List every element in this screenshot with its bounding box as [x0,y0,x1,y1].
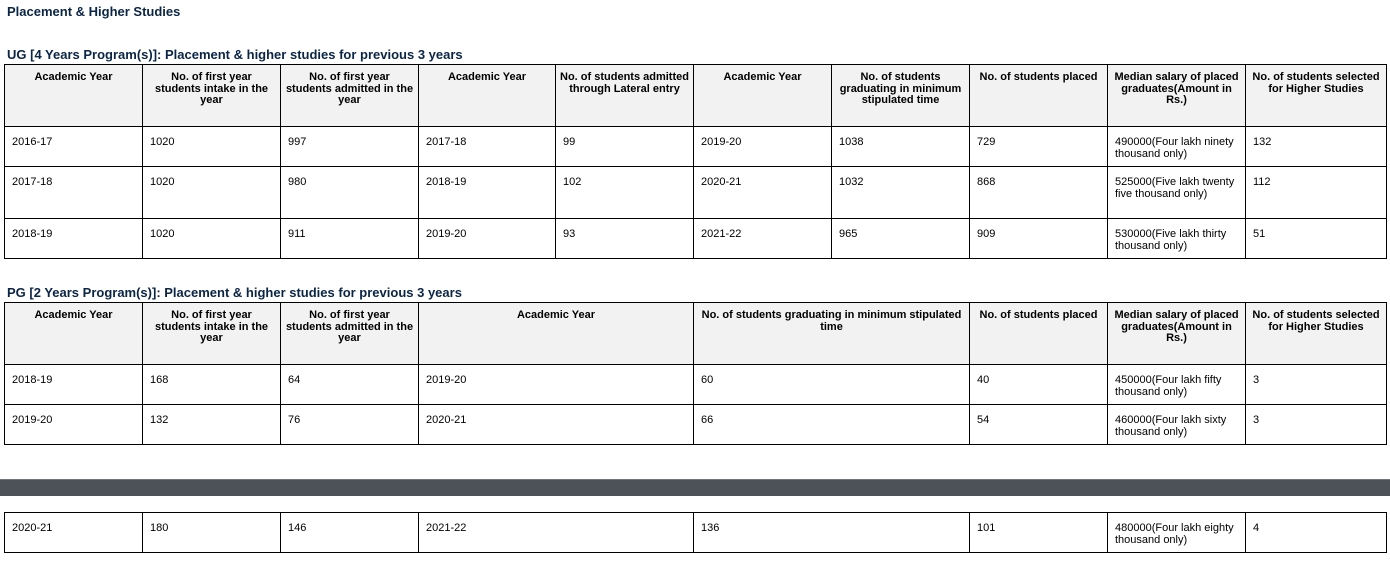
column-header: Median salary of placed graduates(Amount in Rs.) [1108,65,1246,127]
table-cell: 2019-20 [419,365,694,405]
table-cell: 2019-20 [419,219,556,259]
column-header: No. of students placed [970,303,1108,365]
table-cell: 2021-22 [419,513,694,553]
table-row [5,405,1387,445]
table-cell: 40 [970,365,1108,405]
table-row [5,219,1387,259]
table-cell: 997 [281,127,419,167]
table-header-row [5,303,1387,365]
table-cell: 146 [281,513,419,553]
table-cell: 2020-21 [5,513,143,553]
table-cell: 2018-19 [419,167,556,219]
table-cell: 1020 [143,127,281,167]
table-cell: 480000(Four lakh eighty thousand only) [1108,513,1246,553]
column-header: No. of first year students admitted in the year [281,303,419,365]
table-cell: 99 [556,127,694,167]
pg-placement-table-continued [4,512,1387,553]
table-cell: 132 [1246,127,1387,167]
page-break-divider [0,479,1390,496]
table-cell: 2018-19 [5,219,143,259]
table-cell: 2016-17 [5,127,143,167]
table-header-row [5,65,1387,127]
column-header: Academic Year [419,303,694,365]
table-cell: 729 [970,127,1108,167]
table-cell: 93 [556,219,694,259]
table-row [5,127,1387,167]
table-row [5,365,1387,405]
ug-section-title: UG [4 Years Program(s)]: Placement & higher studies for previous 3 years [7,47,463,62]
pg-placement-table [4,302,1387,445]
table-cell: 1032 [832,167,970,219]
table-cell: 54 [970,405,1108,445]
column-header: No. of students graduating in minimum stipulated time [694,303,970,365]
column-header: No. of first year students admitted in the year [281,65,419,127]
table-cell: 530000(Five lakh thirty thousand only) [1108,219,1246,259]
table-cell: 102 [556,167,694,219]
table-cell: 51 [1246,219,1387,259]
table-cell: 460000(Four lakh sixty thousand only) [1108,405,1246,445]
table-cell: 2018-19 [5,365,143,405]
column-header: No. of students selected for Higher Studies [1246,303,1387,365]
table-cell: 909 [970,219,1108,259]
table-cell: 2021-22 [694,219,832,259]
table-cell: 60 [694,365,970,405]
table-cell: 2020-21 [694,167,832,219]
table-row [5,513,1387,553]
column-header: No. of students placed [970,65,1108,127]
pg-section-title: PG [2 Years Program(s)]: Placement & higher studies for previous 3 years [7,285,462,300]
table-cell: 76 [281,405,419,445]
table-cell: 3 [1246,365,1387,405]
table-cell: 980 [281,167,419,219]
table-cell: 112 [1246,167,1387,219]
table-cell: 2019-20 [694,127,832,167]
ug-placement-table [4,64,1387,259]
table-row [5,167,1387,219]
column-header: No. of first year students intake in the year [143,303,281,365]
table-cell: 136 [694,513,970,553]
table-cell: 2019-20 [5,405,143,445]
table-cell: 132 [143,405,281,445]
table-cell: 3 [1246,405,1387,445]
table-cell: 180 [143,513,281,553]
table-cell: 450000(Four lakh fifty thousand only) [1108,365,1246,405]
column-header: Academic Year [5,65,143,127]
column-header: Median salary of placed graduates(Amount in Rs.) [1108,303,1246,365]
table-cell: 1038 [832,127,970,167]
table-cell: 868 [970,167,1108,219]
page-title: Placement & Higher Studies [7,4,181,19]
table-cell: 525000(Five lakh twenty five thousand only) [1108,167,1246,219]
table-cell: 4 [1246,513,1387,553]
column-header: No. of first year students intake in the year [143,65,281,127]
table-cell: 168 [143,365,281,405]
column-header: Academic Year [419,65,556,127]
table-cell: 965 [832,219,970,259]
table-cell: 2017-18 [5,167,143,219]
table-cell: 2020-21 [419,405,694,445]
table-cell: 101 [970,513,1108,553]
table-cell: 66 [694,405,970,445]
column-header: Academic Year [694,65,832,127]
table-cell: 1020 [143,219,281,259]
column-header: No. of students selected for Higher Studies [1246,65,1387,127]
column-header: No. of students graduating in minimum stipulated time [832,65,970,127]
table-cell: 64 [281,365,419,405]
table-cell: 2017-18 [419,127,556,167]
table-cell: 490000(Four lakh ninety thousand only) [1108,127,1246,167]
column-header: No. of students admitted through Lateral entry [556,65,694,127]
column-header: Academic Year [5,303,143,365]
table-cell: 1020 [143,167,281,219]
table-cell: 911 [281,219,419,259]
